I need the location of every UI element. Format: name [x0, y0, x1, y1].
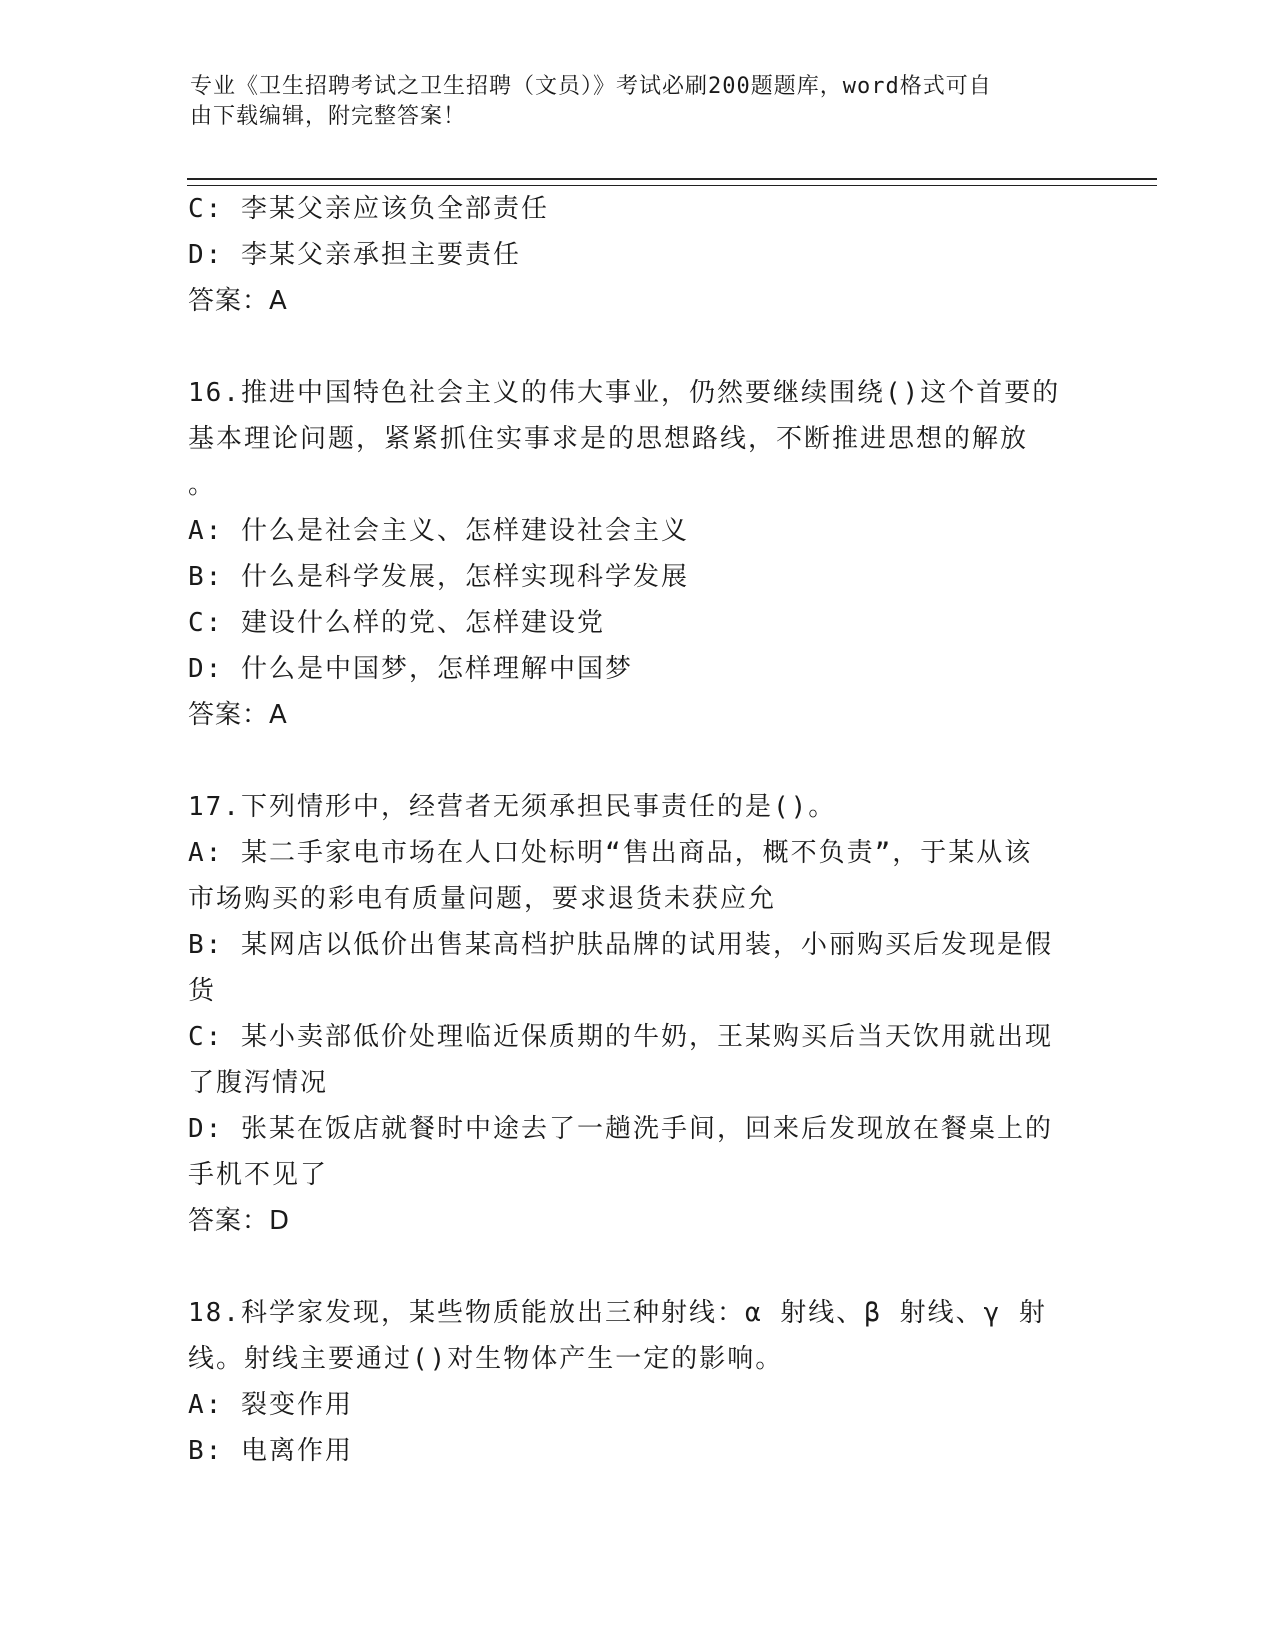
option-a: 市场购买的彩电有质量问题，要求退货未获应允: [188, 884, 777, 914]
option-b: B: 某网店以低价出售某高档护肤品牌的试用装，小丽购买后发现是假: [188, 930, 1053, 960]
option-b: B: 什么是科学发展，怎样实现科学发展: [188, 562, 689, 592]
question-stem: 18.科学家发现，某些物质能放出三种射线：α 射线、β 射线、γ 射: [188, 1298, 1047, 1328]
option-c: C: 某小卖部低价处理临近保质期的牛奶，王某购买后当天饮用就出现: [188, 1022, 1053, 1052]
answer: 答案：D: [188, 1206, 291, 1236]
header-line-1: 专业《卫生招聘考试之卫生招聘（文员）》考试必刷200题题库，word格式可自: [190, 74, 992, 99]
option-d: D: 李某父亲承担主要责任: [188, 240, 521, 270]
question-stem: 16.推进中国特色社会主义的伟大事业，仍然要继续围绕()这个首要的: [188, 378, 1061, 408]
option-c: 了腹泻情况: [188, 1068, 329, 1098]
question-stem: 基本理论问题，紧紧抓住实事求是的思想路线，不断推进思想的解放: [188, 424, 1029, 454]
answer: 答案：A: [188, 700, 288, 730]
option-a: A: 裂变作用: [188, 1390, 353, 1420]
option-b: B: 电离作用: [188, 1436, 353, 1466]
option-d: D: 张某在饭店就餐时中途去了一趟洗手间，回来后发现放在餐桌上的: [188, 1114, 1053, 1144]
header-divider: [187, 178, 1157, 186]
header-line-2: 由下载编辑，附完整答案！: [190, 104, 467, 129]
question-stem: 。: [188, 470, 217, 500]
option-b: 货: [188, 976, 217, 1006]
document-header: [190, 72, 1090, 132]
question-15-tail: [188, 186, 1088, 324]
document-body: [188, 186, 1088, 1474]
question-stem: 线。射线主要通过()对生物体产生一定的影响。: [188, 1344, 784, 1374]
question-18: [188, 1290, 1088, 1474]
question-stem: 17.下列情形中，经营者无须承担民事责任的是()。: [188, 792, 837, 822]
answer: 答案：A: [188, 286, 288, 316]
option-c: C: 建设什么样的党、怎样建设党: [188, 608, 605, 638]
question-16: [188, 370, 1088, 738]
option-a: A: 某二手家电市场在人口处标明“售出商品，概不负责”，于某从该: [188, 838, 1033, 868]
option-a: A: 什么是社会主义、怎样建设社会主义: [188, 516, 689, 546]
option-d: 手机不见了: [188, 1160, 329, 1190]
option-c: C: 李某父亲应该负全部责任: [188, 194, 549, 224]
option-d: D: 什么是中国梦，怎样理解中国梦: [188, 654, 633, 684]
question-17: [188, 784, 1088, 1244]
